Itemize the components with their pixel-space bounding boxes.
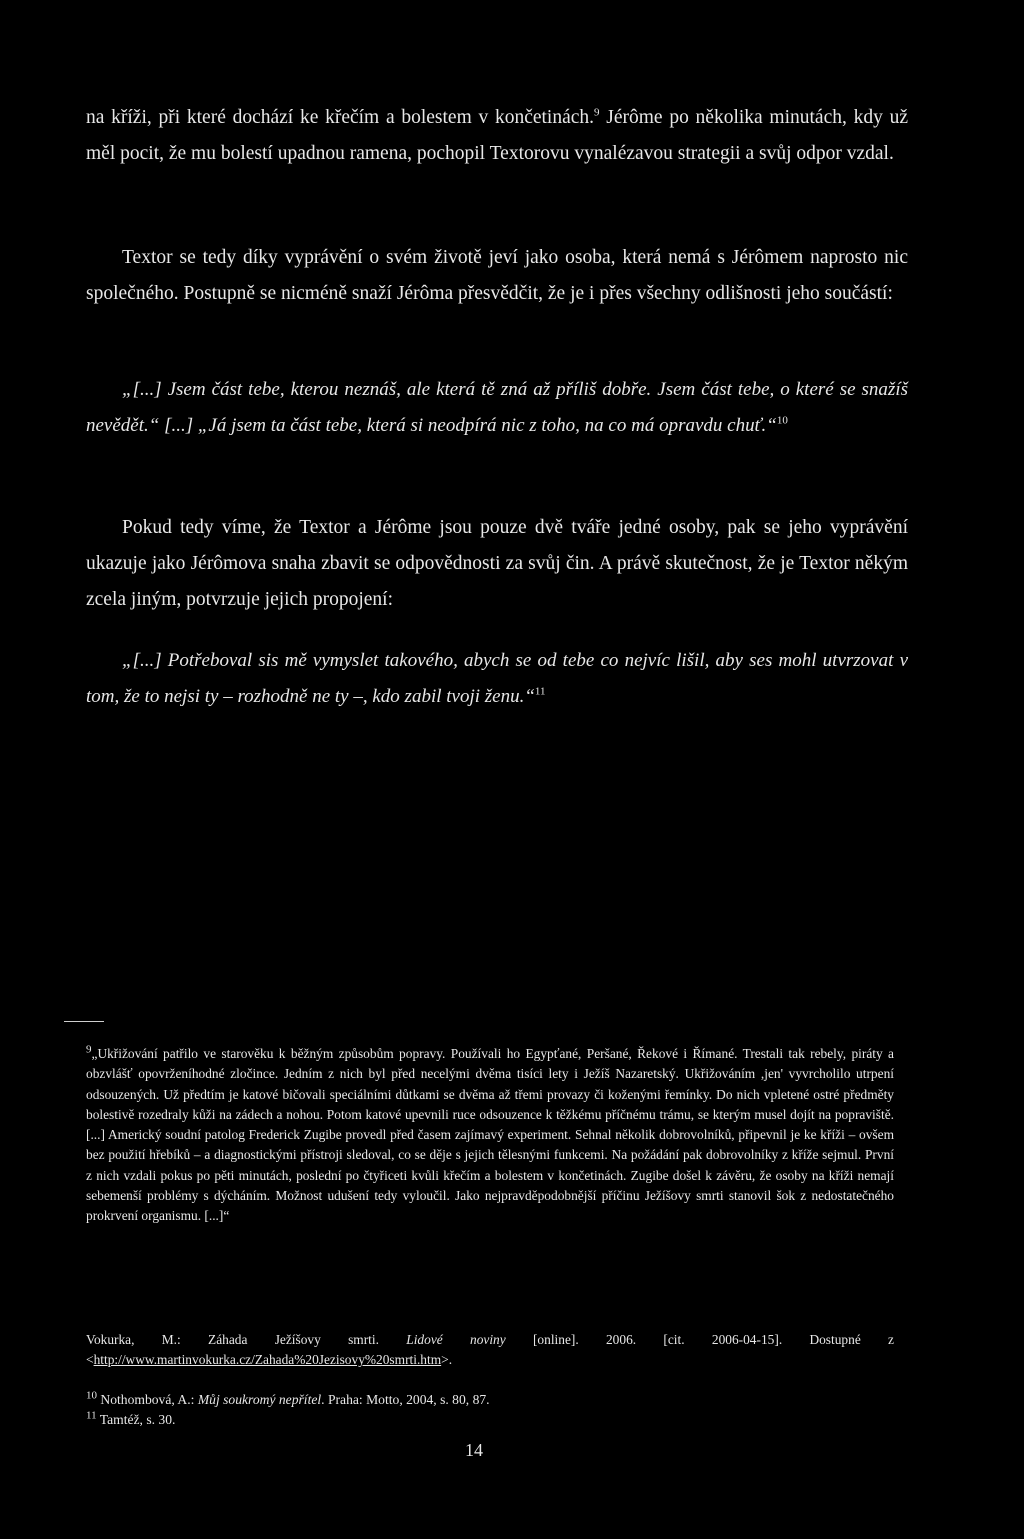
footnote-10-number: 10: [86, 1389, 97, 1402]
footnote-10-details: . Praha: Motto, 2004, s. 80, 87.: [321, 1392, 490, 1407]
source-details: [online]. 2006. [cit. 2006-04-15]. Dostupné z: [505, 1332, 894, 1347]
footnote-10-author: Nothombová, A.:: [97, 1392, 198, 1407]
quote-2: [86, 643, 908, 715]
source-lt: <: [86, 1352, 94, 1368]
footnote-10-title: Můj soukromý nepřítel: [197, 1392, 322, 1407]
footnote-ref-11[interactable]: 11: [534, 685, 546, 698]
footnote-9-source: [86, 1330, 894, 1371]
footnote-9-text: „Ukřižování patřilo ve starověku k běžným způsobům popravy. Používali ho Egypťané, Peršané, Řekové i Římané. Trestali tak rebely, piráty a obzvlášť opovrženíhodné zločince. Jedním z nich byl před necelými dvěma tisíci lety i Ježíš Nazaretský. Ukřižováním ,jen' vyvrcholilo utrpení odsouzených. Už předtím je katové bičovali speciálními důtkami se dvěma až třemi provazy či koženými řemínky. Do nich vpletené ostré předměty bolestivě rozedraly kůži na zádech a nohou. Potom katové upevnili ruce odsouzence k těžkému příčnému trámu, se kterým musel dojít na popraviště. [...] Americký soudní patolog Frederick Zugibe provedl před časem zajímavý experiment. Sehnal několik dobrovolníků, připevnil je ke kříži – ovšem bez použití hřebíků – a diagnostickými přístroji sledoval, co se děje s jejich tělesnými funkcemi. Na požádání pak dobrovolníky z kříže sejmul. První z nich vzdali pokus po pěti minutách, poslední po čtyřiceti kvůli křečím a bolestem v končetinách. Zugibe došel k závěru, že osoby na kříži nemají sebemenší problémy s dýcháním. Možnost udušení tedy vyloučil. Jako nejpravděpodobnější příčinu Ježíšovy smrti stanovil šok z nedostatečného prokrvení organismu. [...]“: [86, 1046, 894, 1224]
quote-2-text: „[...] Potřeboval sis mě vymyslet takového, abych se od tebe co nejvíc lišil, aby ses mohl utvrzovat v tom, že to nejsi ty – rozhodně ne ty –, kdo zabil tvoji ženu.“: [86, 650, 908, 707]
footnote-11: [86, 1410, 894, 1430]
paragraph-2: Textor se tedy díky vyprávění o svém životě jeví jako osoba, která nemá s Jérômem naprosto nic společného. Postupně se nicméně snaží Jérôma přesvědčit, že je i přes všechny odlišnosti jeho součástí:: [86, 247, 908, 304]
quote-1-text: „[...] Jsem část tebe, kterou neznáš, ale která tě zná až příliš dobře. Jsem část tebe, o které se snažíš nevědět.“ [...] „Já jsem ta část tebe, která si neodpírá nic z toho, na co má opravdu chuť.“: [86, 379, 908, 436]
paragraph-1-text: na kříži, při které dochází ke křečím a bolestem v končetinách.: [86, 107, 595, 128]
footnote-10: [86, 1390, 894, 1410]
quote-1: [86, 372, 908, 444]
footnote-11-text: Tamtéž, s. 30.: [96, 1412, 176, 1427]
footnote-ref-9[interactable]: 9: [594, 106, 600, 119]
paragraph-3: Pokud tedy víme, že Textor a Jérôme jsou pouze dvě tváře jedné osoby, pak se jeho vyprávění ukazuje jako Jérômova snaha zbavit se odpovědnosti za svůj čin. A právě skutečnost, že je Textor někým zcela jiným, potvrzuje jejich propojení:: [86, 517, 908, 610]
footnote-9: [86, 1044, 894, 1227]
footnote-9-number: 9: [86, 1043, 92, 1056]
paragraph-1: [86, 100, 908, 172]
footnote-ref-10[interactable]: 10: [776, 414, 788, 427]
source-end: >.: [441, 1352, 453, 1368]
source-journal: Lidové noviny: [406, 1332, 506, 1347]
source-author-title: Vokurka, M.: Záhada Ježíšovy smrti.: [86, 1332, 407, 1347]
page-number: 14: [465, 1440, 483, 1460]
source-link[interactable]: http://www.martinvokurka.cz/Zahada%20Jezisovy%20smrti.htm: [93, 1352, 442, 1368]
footnote-separator: [64, 1021, 104, 1022]
paragraph-1-continued: Jérôme po několika minutách, kdy už měl pocit, že mu bolestí upadnou ramena, pochopil Textorovu vynalézavou strategii a svůj odpor vzdal.: [86, 107, 908, 164]
footnote-11-number: 11: [86, 1409, 97, 1422]
